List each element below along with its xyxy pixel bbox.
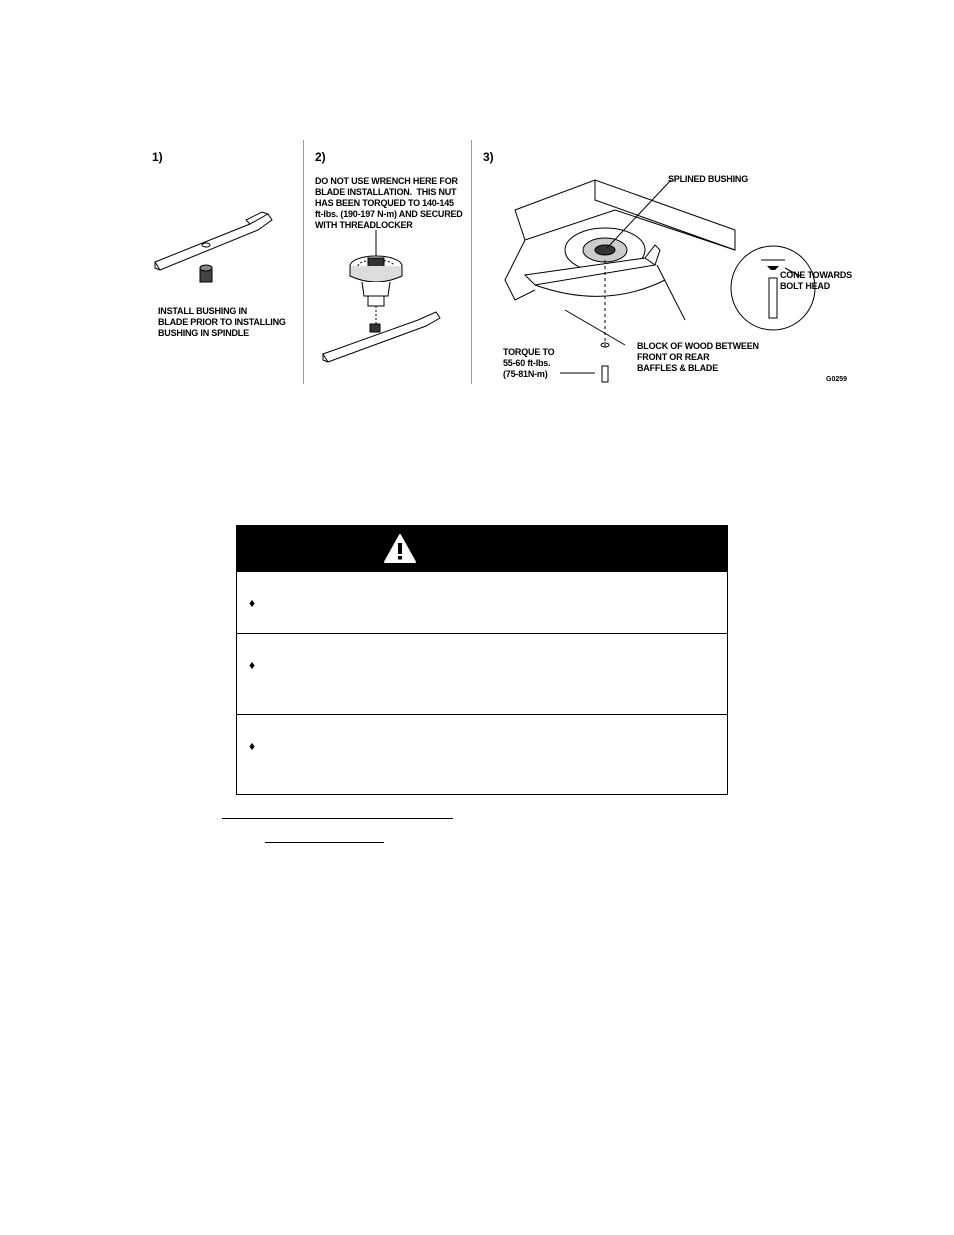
warning-box bbox=[236, 525, 728, 795]
warning-header bbox=[237, 526, 727, 572]
panel-2-callout: DO NOT USE WRENCH HERE FOR BLADE INSTALLATION. THIS NUT HAS BEEN TORQUED TO 140-145 ft-lbs. (190-197 N-m) AND SECURED WITH THREADLOCKER bbox=[315, 176, 463, 230]
blade-with-bushing-illustration bbox=[150, 202, 300, 292]
underline-rule bbox=[265, 842, 384, 843]
warning-triangle-icon bbox=[383, 533, 417, 564]
warning-item bbox=[237, 714, 727, 794]
warning-item bbox=[237, 572, 727, 633]
bullet-icon: ♦ bbox=[249, 739, 256, 753]
panel-2-label: 2) bbox=[315, 150, 326, 164]
underline-rule bbox=[222, 818, 453, 819]
panel-1-label: 1) bbox=[152, 150, 163, 164]
bullet-icon: ♦ bbox=[249, 658, 256, 672]
splined-bushing-callout: SPLINED BUSHING bbox=[668, 174, 749, 184]
figure-code: G0259 bbox=[826, 376, 848, 383]
torque-callout: TORQUE TO 55-60 ft-lbs. (75-81N-m) bbox=[503, 347, 555, 379]
cone-callout: CONE TOWARDS BOLT HEAD bbox=[780, 270, 852, 291]
panel-3-label: 3) bbox=[483, 150, 494, 164]
panel-divider bbox=[471, 140, 472, 384]
block-of-wood-callout: BLOCK OF WOOD BETWEEN FRONT OR REAR BAFFLES & BLADE bbox=[637, 341, 759, 373]
panel-divider bbox=[303, 140, 304, 384]
warning-item bbox=[237, 633, 727, 714]
bullet-icon: ♦ bbox=[249, 596, 256, 610]
panel-1-callout: INSTALL BUSHING IN BLADE PRIOR TO INSTALLING BUSHING IN SPINDLE bbox=[158, 306, 286, 338]
spindle-illustration bbox=[318, 230, 468, 370]
blade-installation-figure bbox=[140, 140, 860, 390]
